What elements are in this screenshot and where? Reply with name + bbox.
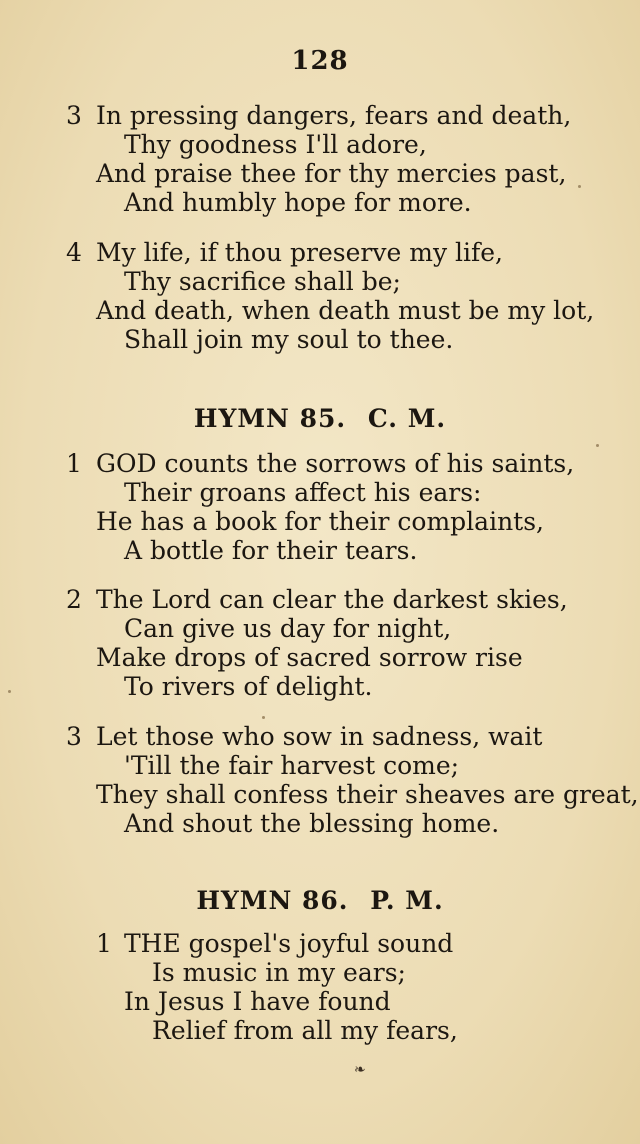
verse-line: And praise thee for thy mercies past,: [96, 159, 567, 188]
verse-line: And death, when death must be my lot,: [96, 296, 595, 325]
verse-line: In Jesus I have found: [124, 987, 391, 1016]
hymn-title: HYMN 86.: [196, 886, 349, 915]
paper-speck: [578, 185, 581, 188]
hymn-title: HYMN 85.: [193, 404, 347, 433]
stanza-number: 3: [66, 101, 82, 130]
verse-line: Their groans affect his ears:: [124, 478, 482, 507]
verse-line: Let those who sow in sadness, wait: [96, 722, 543, 751]
verse-line: 'Till the fair harvest come;: [124, 751, 460, 780]
stanza-number: 3: [66, 722, 82, 751]
verse-line: And shout the blessing home.: [124, 809, 500, 838]
verse-line: Thy goodness I'll adore,: [124, 130, 427, 159]
hymn-meter: P. M.: [370, 886, 444, 915]
hymn-86-heading: [0, 886, 640, 915]
stanza-number: 4: [66, 238, 82, 267]
stanza-number: 2: [66, 585, 82, 614]
paper-speck: [596, 444, 599, 447]
hymn-meter: C. M.: [367, 404, 447, 433]
verse-line: And humbly hope for more.: [124, 188, 472, 217]
verse-line: GOD counts the sorrows of his saints,: [96, 449, 575, 478]
stanza-number: 1: [66, 449, 82, 478]
verse-line: Make drops of sacred sorrow rise: [96, 643, 523, 672]
verse-line: To rivers of delight.: [124, 672, 373, 701]
paper-speck: [8, 690, 11, 693]
verse-line: Relief from all my fears,: [152, 1016, 458, 1045]
verse-line: He has a book for their complaints,: [96, 507, 544, 536]
verse-line: Can give us day for night,: [124, 614, 452, 643]
verse-line: THE gospel's joyful sound: [124, 929, 454, 958]
stanza-number: 1: [96, 929, 112, 958]
verse-line: Is music in my ears;: [152, 958, 406, 987]
verse-line: The Lord can clear the darkest skies,: [96, 585, 568, 614]
paper-speck: [262, 716, 265, 719]
verse-line: My life, if thou preserve my life,: [96, 238, 503, 267]
verse-line: Shall join my soul to thee.: [124, 325, 454, 354]
page-number: 128: [291, 46, 349, 76]
footer-ornament-icon: ❧: [354, 1062, 366, 1078]
verse-line: In pressing dangers, fears and death,: [96, 101, 572, 130]
verse-line: Thy sacrifice shall be;: [124, 267, 401, 296]
verse-line: A bottle for their tears.: [124, 536, 418, 565]
verse-line: They shall confess their sheaves are great,: [96, 780, 639, 809]
hymn-85-heading: [0, 404, 640, 433]
